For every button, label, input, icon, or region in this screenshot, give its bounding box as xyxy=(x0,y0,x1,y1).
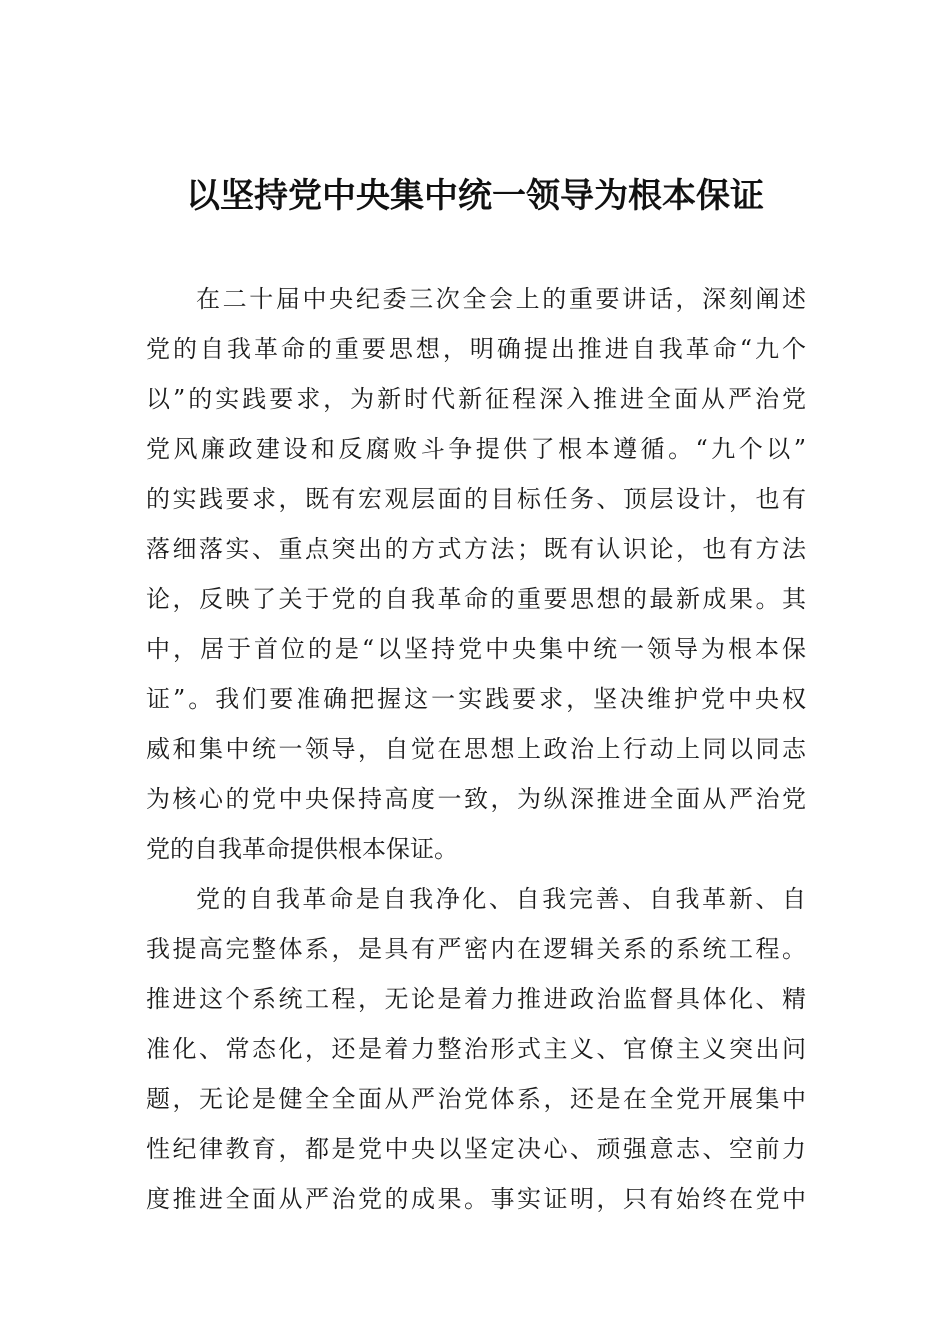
paragraph-1-line-5: 的实践要求，既有宏观层面的目标任务、顶层设计，也有 xyxy=(146,485,806,513)
paragraph-1-line-12: 党的自我革命提供根本保证。 xyxy=(146,835,458,863)
paragraph-1-line-2: 党的自我革命的重要思想，明确提出推进自我革命“九个 xyxy=(146,335,806,363)
paragraph-2-line-6: 性纪律教育，都是党中央以坚定决心、顽强意志、空前力 xyxy=(146,1135,806,1163)
paragraph-1-line-9: 证”。我们要准确把握这一实践要求，坚决维护党中央权 xyxy=(146,685,806,713)
paragraph-1-line-3: 以”的实践要求，为新时代新征程深入推进全面从严治党 xyxy=(146,385,806,413)
paragraph-2-line-3: 推进这个系统工程，无论是着力推进政治监督具体化、精 xyxy=(146,985,806,1013)
paragraph-2-line-5: 题，无论是健全全面从严治党体系，还是在全党开展集中 xyxy=(146,1085,806,1113)
paragraph-1-line-8: 中，居于首位的是“以坚持党中央集中统一领导为根本保 xyxy=(146,635,806,663)
document-title: 以坚持党中央集中统一领导为根本保证 xyxy=(186,176,764,216)
paragraph-2-line-1: 党的自我革命是自我净化、自我完善、自我革新、自 xyxy=(196,885,806,913)
paragraph-2-line-4: 准化、常态化，还是着力整治形式主义、官僚主义突出问 xyxy=(146,1035,806,1063)
paragraph-1-line-1: 在二十届中央纪委三次全会上的重要讲话，深刻阐述 xyxy=(196,285,806,313)
paragraph-2-line-7: 度推进全面从严治党的成果。事实证明，只有始终在党中 xyxy=(146,1185,806,1213)
paragraph-1-line-10: 威和集中统一领导，自觉在思想上政治上行动上同以同志 xyxy=(146,735,806,763)
paragraph-1-line-7: 论，反映了关于党的自我革命的重要思想的最新成果。其 xyxy=(146,585,806,613)
paragraph-1-line-6: 落细落实、重点突出的方式方法；既有认识论，也有方法 xyxy=(146,535,806,563)
paragraph-1-line-11: 为核心的党中央保持高度一致，为纵深推进全面从严治党 xyxy=(146,785,806,813)
paragraph-2-line-2: 我提高完整体系，是具有严密内在逻辑关系的系统工程。 xyxy=(146,935,806,963)
paragraph-1-line-4: 党风廉政建设和反腐败斗争提供了根本遵循。“九个以” xyxy=(146,435,806,463)
